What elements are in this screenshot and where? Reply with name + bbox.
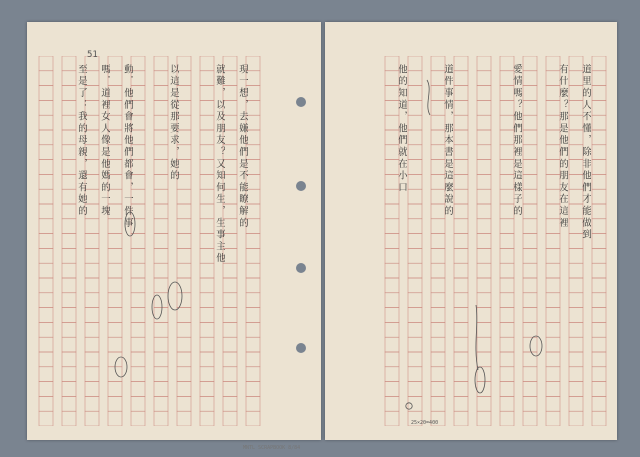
archive-stamp: MNTL SCRAPBOOK 8/84	[243, 445, 301, 451]
page-number: 51	[87, 50, 98, 60]
handwritten-column: 嗎．道裡女人像是他媽的一塊	[99, 64, 110, 218]
handwritten-column: 道件事情，那本書是這麼說的	[442, 64, 453, 218]
handwritten-column: 他的知道，他們就在小口	[396, 64, 407, 194]
manuscript-grid	[35, 56, 265, 426]
handwritten-column: 動．他們會將他們都會，一件事	[122, 64, 133, 230]
handwritten-column: 道里的人不懂，除非他們才能做到	[580, 64, 591, 241]
handwritten-column: 就難，以及朋友？又知何生，生事主他	[214, 64, 225, 265]
handwritten-column: 有什麼？那是他們的朋友在這裡	[557, 64, 568, 230]
handwritten-column: 愛情嗎？他們那裡是這樣子的	[511, 64, 522, 218]
handwritten-column: 現一想，去嫌他們是不能瞭解的	[237, 64, 248, 230]
left-manuscript-page	[27, 22, 321, 451]
manuscript-grid	[381, 56, 611, 426]
binder-hole	[296, 263, 306, 273]
paper-spec: 25×20=400	[411, 420, 439, 426]
handwritten-column: 以這是從那要求，她的	[168, 64, 179, 182]
binder-hole	[296, 181, 306, 191]
binder-hole	[296, 97, 306, 107]
right-manuscript-page	[325, 22, 617, 440]
handwritten-column: 至是了：我的母親，還有她的	[76, 64, 87, 218]
binder-hole	[296, 343, 306, 353]
